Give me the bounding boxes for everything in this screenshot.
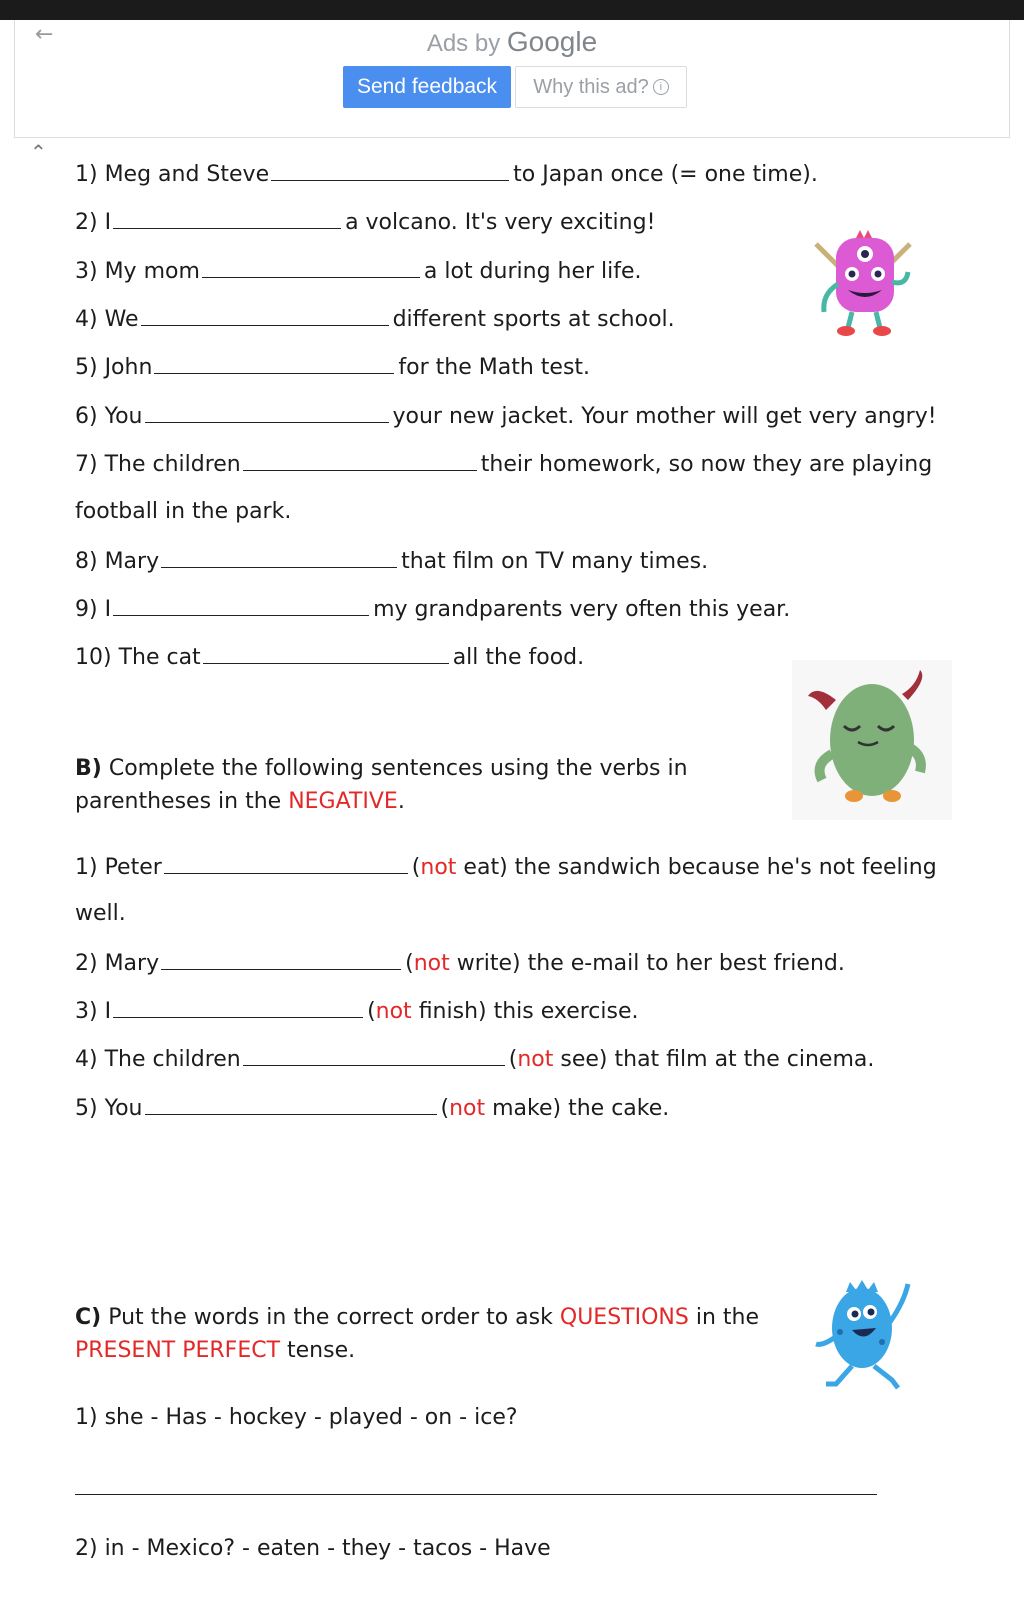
a-item-8 — [75, 549, 708, 573]
b-item-2-pre: 2) Mary — [75, 951, 160, 976]
questions-keyword: QUESTIONS — [559, 1305, 689, 1330]
answer-blank — [271, 162, 509, 181]
not-word: not — [449, 1096, 486, 1121]
not-word: not — [420, 855, 457, 880]
a-item-8-pre: 8) Mary — [75, 549, 160, 574]
a-item-9-post: my grandparents very often this year. — [373, 597, 791, 622]
a-item-5-post: for the Math test. — [398, 355, 591, 380]
b-item-3-pre: 3) I — [75, 999, 112, 1024]
answer-blank — [161, 951, 401, 970]
b-instruction — [75, 758, 688, 780]
a-item-6-post: your new jacket. Your mother will get very angry! — [392, 404, 937, 429]
b-item-1-verb: eat) the sandwich because he's not feeling — [463, 855, 937, 880]
a-item-1 — [75, 162, 818, 186]
b-item-5-verb: make) the cake. — [492, 1096, 670, 1121]
b-letter: B) — [75, 756, 102, 781]
a-item-10-pre: 10) The cat — [75, 645, 201, 670]
not-word: not — [413, 951, 450, 976]
pink-monster-illustration — [808, 224, 918, 342]
a-item-1-pre: 1) Meg and Steve — [75, 162, 270, 187]
answer-blank — [203, 645, 449, 664]
a-item-4-pre: 4) We — [75, 307, 139, 332]
b-item-2 — [75, 951, 845, 975]
c-item-1: 1) she - Has - hockey - played - on - ice? — [75, 1405, 518, 1430]
b-item-1 — [75, 855, 937, 879]
answer-blank — [154, 355, 394, 374]
b-instruction-2: parentheses in the — [75, 789, 282, 814]
answer-blank — [141, 307, 389, 326]
b-item-3-verb: finish) this exercise. — [418, 999, 639, 1024]
a-item-7 — [75, 452, 932, 476]
c-instruction-line-2 — [75, 1340, 355, 1362]
b-open-paren: ( — [405, 951, 414, 976]
b-item-1-pre: 1) Peter — [75, 855, 162, 880]
answer-blank — [202, 259, 420, 278]
ad-panel — [14, 20, 1010, 138]
info-icon: i — [653, 79, 669, 95]
answer-blank — [113, 999, 363, 1018]
a-item-2-post: a volcano. It's very exciting! — [345, 210, 656, 235]
a-item-9-pre: 9) I — [75, 597, 112, 622]
answer-blank — [161, 549, 397, 568]
a-item-1-post: to Japan once (= one time). — [513, 162, 818, 187]
present-perfect-keyword: PRESENT PERFECT — [75, 1338, 281, 1363]
c-instruction — [75, 1307, 759, 1329]
c-instruction-2: tense. — [287, 1338, 356, 1363]
b-open-paren: ( — [367, 999, 376, 1024]
a-item-5 — [75, 355, 590, 379]
b-open-paren: ( — [411, 855, 421, 880]
collapse-caret-icon[interactable]: ⌃ — [30, 140, 47, 164]
b-item-5 — [75, 1096, 669, 1120]
not-word: not — [375, 999, 412, 1024]
answer-blank — [113, 597, 369, 616]
b-instruction-1: Complete the following sentences using the verbs in — [108, 756, 688, 781]
a-item-3 — [75, 259, 642, 283]
why-this-ad-label: Why this ad? — [533, 75, 649, 98]
c-letter: C) — [75, 1305, 102, 1330]
answer-blank — [145, 1096, 437, 1115]
b-instruction-line-2 — [75, 791, 405, 813]
b-open-paren: ( — [440, 1096, 450, 1121]
a-item-2 — [75, 210, 655, 234]
b-item-4-verb: see) that film at the cinema. — [560, 1047, 875, 1072]
a-item-5-pre: 5) John — [75, 355, 153, 380]
why-this-ad-button[interactable] — [515, 66, 687, 108]
b-item-4 — [75, 1047, 874, 1071]
ads-by-text: Ads by — [426, 30, 501, 57]
answer-blank — [243, 1047, 505, 1066]
a-item-6 — [75, 404, 937, 428]
b-item-3 — [75, 999, 639, 1023]
a-item-10-post: all the food. — [452, 645, 585, 670]
answer-blank — [113, 210, 341, 229]
b-open-paren: ( — [508, 1047, 518, 1072]
blue-monster-illustration — [812, 1272, 922, 1392]
a-item-4-post: different sports at school. — [392, 307, 675, 332]
a-item-10 — [75, 645, 584, 669]
c-item-2: 2) in - Mexico? - eaten - they - tacos - Have — [75, 1536, 551, 1561]
c-instruction-1: Put the words in the correct order to ask — [108, 1305, 553, 1330]
answer-line — [75, 1494, 877, 1495]
a-item-7-cont: football in the park. — [75, 499, 292, 524]
answer-blank — [164, 855, 408, 874]
b-period: . — [397, 789, 405, 814]
b-item-1-cont: well. — [75, 901, 126, 926]
answer-blank — [243, 452, 477, 471]
a-item-3-post: a lot during her life. — [423, 259, 642, 284]
negative-keyword: NEGATIVE — [288, 789, 398, 814]
a-item-7-pre: 7) The children — [75, 452, 241, 477]
send-feedback-button[interactable]: Send feedback — [343, 66, 511, 108]
b-item-5-pre: 5) You — [75, 1096, 143, 1121]
a-item-9 — [75, 597, 790, 621]
c-instruction-1b: in the — [695, 1305, 759, 1330]
ads-by-google-label — [15, 26, 1009, 58]
google-brand-text: Google — [506, 26, 598, 57]
a-item-8-post: that film on TV many times. — [401, 549, 709, 574]
answer-blank — [145, 404, 389, 423]
back-arrow-icon[interactable]: ← — [35, 22, 54, 47]
a-item-3-pre: 3) My mom — [75, 259, 200, 284]
green-monster-illustration — [792, 660, 952, 820]
a-item-6-pre: 6) You — [75, 404, 143, 429]
b-item-4-pre: 4) The children — [75, 1047, 241, 1072]
a-item-2-pre: 2) I — [75, 210, 112, 235]
a-item-7-post: their homework, so now they are playing — [480, 452, 933, 477]
not-word: not — [517, 1047, 554, 1072]
a-item-4 — [75, 307, 675, 331]
status-bar — [0, 0, 1024, 20]
b-item-2-verb: write) the e-mail to her best friend. — [456, 951, 845, 976]
